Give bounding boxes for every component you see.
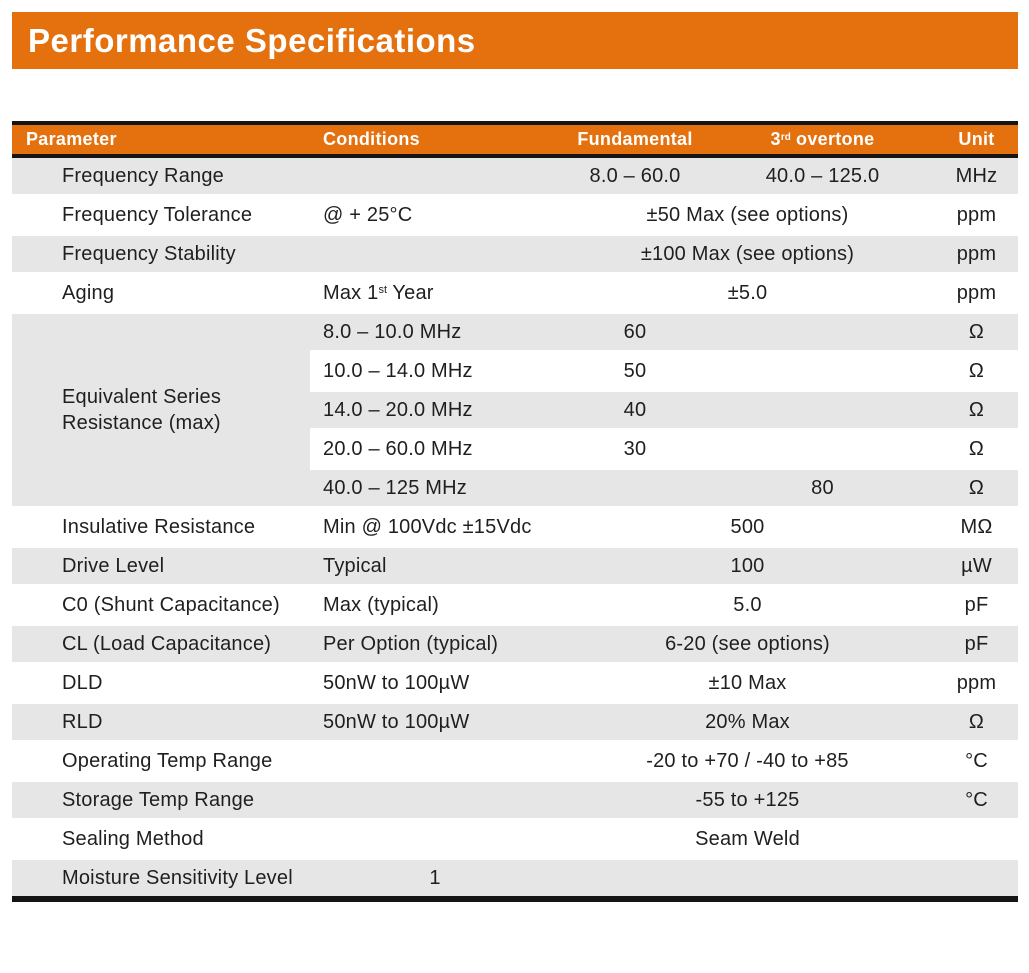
overtone-superscript: rd: [780, 132, 791, 144]
unit-cell: MHz: [935, 156, 1018, 196]
value-cell: ±5.0: [560, 274, 935, 313]
parameter-cell: Frequency Range: [12, 156, 310, 196]
column-header-fundamental: Fundamental: [560, 123, 710, 156]
unit-cell: °C: [935, 742, 1018, 781]
unit-cell: Ω: [935, 313, 1018, 352]
unit-cell: ppm: [935, 664, 1018, 703]
value-cell: ±10 Max: [560, 664, 935, 703]
unit-cell: MΩ: [935, 508, 1018, 547]
column-header-unit: Unit: [935, 123, 1018, 156]
row-dld: [12, 664, 1018, 703]
unit-cell: Ω: [935, 703, 1018, 742]
overtone-cell: 40.0 – 125.0: [710, 156, 935, 196]
column-header-parameter: Parameter: [12, 123, 310, 156]
aging-conditions-superscript: st: [378, 284, 388, 296]
overtone-base: 3: [770, 129, 781, 149]
parameter-cell: Sealing Method: [12, 820, 310, 859]
row-frequency-tolerance: [12, 196, 1018, 235]
conditions-cell: 20.0 – 60.0 MHz: [310, 430, 560, 469]
conditions-cell: 10.0 – 14.0 MHz: [310, 352, 560, 391]
parameter-cell: Insulative Resistance: [12, 508, 310, 547]
unit-cell: °C: [935, 781, 1018, 820]
conditions-cell: 8.0 – 10.0 MHz: [310, 313, 560, 352]
row-drive-level: [12, 547, 1018, 586]
unit-cell: [935, 820, 1018, 859]
overtone-cell: [710, 430, 935, 469]
unit-cell: ppm: [935, 196, 1018, 235]
overtone-cell: [710, 391, 935, 430]
row-frequency-range: [12, 156, 1018, 196]
overtone-cell: [710, 352, 935, 391]
conditions-cell: Min @ 100Vdc ±15Vdc: [310, 508, 560, 547]
value-cell: -20 to +70 / -40 to +85: [560, 742, 935, 781]
conditions-cell: [310, 781, 560, 820]
conditions-cell: @ + 25°C: [310, 196, 560, 235]
conditions-cell: 40.0 – 125 MHz: [310, 469, 560, 508]
overtone-cell: 80: [710, 469, 935, 508]
row-storage-temp-range: [12, 781, 1018, 820]
unit-cell: ppm: [935, 274, 1018, 313]
row-sealing-method: [12, 820, 1018, 859]
value-cell: ±100 Max (see options): [560, 235, 935, 274]
conditions-cell: Per Option (typical): [310, 625, 560, 664]
unit-cell: ppm: [935, 235, 1018, 274]
row-rld: [12, 703, 1018, 742]
parameter-cell-esr: Equivalent Series Resistance (max): [12, 313, 310, 508]
parameter-cell: DLD: [12, 664, 310, 703]
unit-cell: pF: [935, 586, 1018, 625]
unit-cell: pF: [935, 625, 1018, 664]
parameter-cell: Moisture Sensitivity Level: [12, 859, 310, 900]
unit-cell: µW: [935, 547, 1018, 586]
conditions-cell: [310, 274, 560, 313]
page-title: Performance Specifications: [28, 21, 476, 59]
aging-conditions-base: Max 1: [323, 281, 379, 304]
fundamental-cell: 30: [560, 430, 710, 469]
value-cell: -55 to +125: [560, 781, 935, 820]
conditions-cell: [310, 742, 560, 781]
value-cell: 20% Max: [560, 703, 935, 742]
fundamental-cell: 60: [560, 313, 710, 352]
parameter-cell: Storage Temp Range: [12, 781, 310, 820]
value-cell: Seam Weld: [560, 820, 935, 859]
table-header: [12, 123, 1018, 156]
parameter-cell: C0 (Shunt Capacitance): [12, 586, 310, 625]
conditions-cell: [310, 156, 560, 196]
conditions-cell: 50nW to 100µW: [310, 664, 560, 703]
row-operating-temp-range: [12, 742, 1018, 781]
aging-conditions-rest: Year: [387, 281, 434, 304]
value-cell: 500: [560, 508, 935, 547]
conditions-cell: Typical: [310, 547, 560, 586]
parameter-cell: Drive Level: [12, 547, 310, 586]
row-esr-8-10: [12, 313, 1018, 352]
overtone-cell: [710, 313, 935, 352]
value-cell: 5.0: [560, 586, 935, 625]
unit-cell: [935, 859, 1018, 900]
unit-cell: Ω: [935, 469, 1018, 508]
value-cell: 100: [560, 547, 935, 586]
conditions-cell: [310, 820, 560, 859]
parameter-cell: Frequency Stability: [12, 235, 310, 274]
conditions-cell: 14.0 – 20.0 MHz: [310, 391, 560, 430]
unit-cell: Ω: [935, 430, 1018, 469]
conditions-cell: Max (typical): [310, 586, 560, 625]
row-c0-shunt-capacitance: [12, 586, 1018, 625]
fundamental-cell: 40: [560, 391, 710, 430]
overtone-rest: overtone: [790, 129, 875, 149]
value-cell: 6-20 (see options): [560, 625, 935, 664]
parameter-cell: Operating Temp Range: [12, 742, 310, 781]
column-header-overtone: [710, 123, 935, 156]
row-moisture-sensitivity-level: [12, 859, 1018, 900]
unit-cell: Ω: [935, 352, 1018, 391]
row-aging: [12, 274, 1018, 313]
unit-cell: Ω: [935, 391, 1018, 430]
row-frequency-stability: [12, 235, 1018, 274]
performance-specifications-table: [12, 121, 1018, 902]
value-cell: ±50 Max (see options): [560, 196, 935, 235]
column-header-conditions: Conditions: [310, 123, 560, 156]
fundamental-cell: 8.0 – 60.0: [560, 156, 710, 196]
conditions-cell: [310, 235, 560, 274]
parameter-cell: RLD: [12, 703, 310, 742]
header-row: [12, 123, 1018, 156]
page-title-banner: [12, 12, 1018, 69]
row-insulative-resistance: [12, 508, 1018, 547]
parameter-cell: Aging: [12, 274, 310, 313]
value-cell: [560, 859, 935, 900]
fundamental-cell: [560, 469, 710, 508]
parameter-cell: CL (Load Capacitance): [12, 625, 310, 664]
conditions-cell: 1: [310, 859, 560, 900]
conditions-cell: 50nW to 100µW: [310, 703, 560, 742]
row-cl-load-capacitance: [12, 625, 1018, 664]
fundamental-cell: 50: [560, 352, 710, 391]
parameter-cell: Frequency Tolerance: [12, 196, 310, 235]
